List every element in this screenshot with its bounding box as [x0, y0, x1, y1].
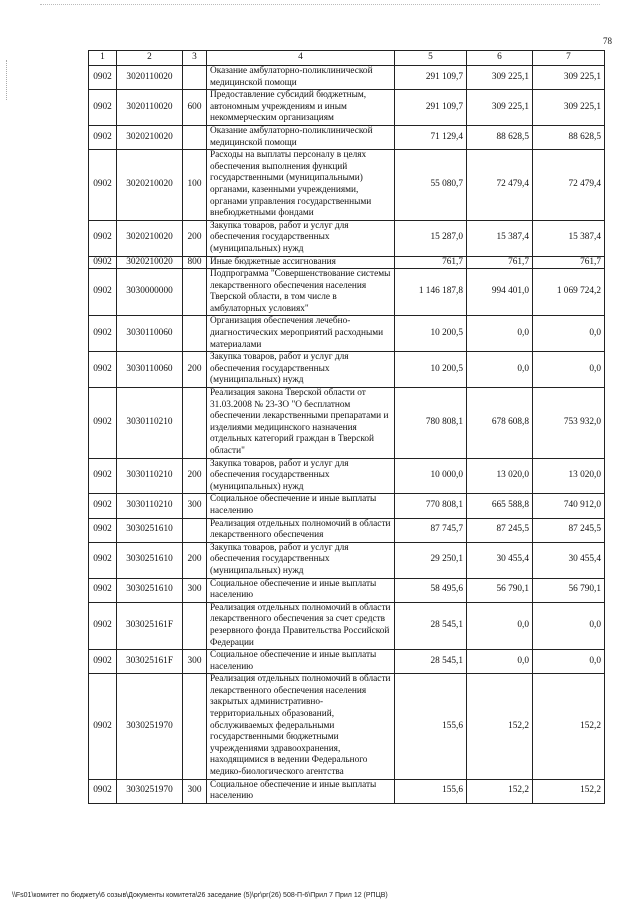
table-row	[89, 518, 605, 542]
table-row	[89, 352, 605, 388]
budget-table	[88, 50, 605, 804]
amount-year3-cell: 0,0	[533, 316, 605, 352]
expense-type-cell: 600	[183, 90, 207, 126]
amount-year1-cell: 770 808,1	[395, 494, 467, 518]
section-code-cell: 0902	[89, 779, 117, 803]
header-col-7: 7	[533, 51, 605, 66]
item-name-cell: Оказание амбулаторно-поликлинической медицинской помощи	[207, 66, 395, 90]
amount-year1-cell: 1 146 187,8	[395, 269, 467, 316]
amount-year2-cell: 87 245,5	[467, 518, 533, 542]
header-col-6: 6	[467, 51, 533, 66]
file-path-footer: \\Fs01\комитет по бюджету\6 созыв\Документы комитета\26 заседание (5)\рг\рг(26) 508-П-6\Прил 7 Прил 12 (РПЦВ)	[12, 892, 388, 899]
amount-year3-cell: 30 455,4	[533, 542, 605, 578]
table-row	[89, 674, 605, 779]
amount-year3-cell: 761,7	[533, 256, 605, 269]
amount-year3-cell: 72 479,4	[533, 150, 605, 221]
item-name-cell: Подпрограмма "Совершенствование системы лекарственного обеспечения населения Тверской области, в том числе в амбулаторных условиях"	[207, 269, 395, 316]
table-row	[89, 602, 605, 649]
amount-year1-cell: 29 250,1	[395, 542, 467, 578]
target-article-cell: 3030110210	[117, 388, 183, 459]
expense-type-cell	[183, 66, 207, 90]
expense-type-cell: 300	[183, 578, 207, 602]
amount-year3-cell: 309 225,1	[533, 66, 605, 90]
amount-year3-cell: 0,0	[533, 602, 605, 649]
target-article-cell: 3030110060	[117, 352, 183, 388]
expense-type-cell	[183, 518, 207, 542]
item-name-cell: Организация обеспечения лечебно-диагностических мероприятий расходными материалами	[207, 316, 395, 352]
item-name-cell: Закупка товаров, работ и услуг для обеспечения государственных (муниципальных) нужд	[207, 542, 395, 578]
expense-type-cell: 300	[183, 779, 207, 803]
amount-year1-cell: 780 808,1	[395, 388, 467, 459]
target-article-cell: 3020210020	[117, 220, 183, 256]
table-row	[89, 316, 605, 352]
section-code-cell: 0902	[89, 578, 117, 602]
amount-year3-cell: 152,2	[533, 779, 605, 803]
target-article-cell: 303025161F	[117, 650, 183, 674]
table-row	[89, 150, 605, 221]
expense-type-cell: 300	[183, 494, 207, 518]
header-col-2: 2	[117, 51, 183, 66]
table-row	[89, 220, 605, 256]
amount-year2-cell: 0,0	[467, 650, 533, 674]
amount-year1-cell: 761,7	[395, 256, 467, 269]
table-row	[89, 779, 605, 803]
target-article-cell: 303025161F	[117, 602, 183, 649]
amount-year3-cell: 740 912,0	[533, 494, 605, 518]
amount-year2-cell: 309 225,1	[467, 66, 533, 90]
amount-year2-cell: 665 588,8	[467, 494, 533, 518]
header-col-5: 5	[395, 51, 467, 66]
expense-type-cell: 100	[183, 150, 207, 221]
item-name-cell: Социальное обеспечение и иные выплаты населению	[207, 578, 395, 602]
table-row	[89, 578, 605, 602]
expense-type-cell	[183, 388, 207, 459]
item-name-cell: Иные бюджетные ассигнования	[207, 256, 395, 269]
target-article-cell: 3030251610	[117, 542, 183, 578]
section-code-cell: 0902	[89, 90, 117, 126]
amount-year3-cell: 13 020,0	[533, 458, 605, 494]
amount-year3-cell: 309 225,1	[533, 90, 605, 126]
target-article-cell: 3030000000	[117, 269, 183, 316]
expense-type-cell: 300	[183, 650, 207, 674]
item-name-cell: Закупка товаров, работ и услуг для обеспечения государственных (муниципальных) нужд	[207, 220, 395, 256]
amount-year1-cell: 87 745,7	[395, 518, 467, 542]
item-name-cell: Социальное обеспечение и иные выплаты населению	[207, 494, 395, 518]
item-name-cell: Реализация закона Тверской области от 31.03.2008 № 23-ЗО "О бесплатном обеспечении лекарственными препаратами и изделиями медицинского назначения отдельных категорий граждан в Тверской области"	[207, 388, 395, 459]
amount-year3-cell: 0,0	[533, 352, 605, 388]
amount-year1-cell: 155,6	[395, 779, 467, 803]
amount-year2-cell: 152,2	[467, 674, 533, 779]
section-code-cell: 0902	[89, 125, 117, 149]
target-article-cell: 3030251610	[117, 518, 183, 542]
amount-year3-cell: 753 932,0	[533, 388, 605, 459]
target-article-cell: 3030251610	[117, 578, 183, 602]
item-name-cell: Оказание амбулаторно-поликлинической медицинской помощи	[207, 125, 395, 149]
amount-year1-cell: 28 545,1	[395, 650, 467, 674]
expense-type-cell: 200	[183, 542, 207, 578]
amount-year1-cell: 10 000,0	[395, 458, 467, 494]
expense-type-cell	[183, 316, 207, 352]
target-article-cell: 3030251970	[117, 674, 183, 779]
amount-year3-cell: 152,2	[533, 674, 605, 779]
section-code-cell: 0902	[89, 269, 117, 316]
section-code-cell: 0902	[89, 220, 117, 256]
target-article-cell: 3030110210	[117, 458, 183, 494]
section-code-cell: 0902	[89, 650, 117, 674]
expense-type-cell: 200	[183, 352, 207, 388]
amount-year2-cell: 56 790,1	[467, 578, 533, 602]
item-name-cell: Расходы на выплаты персоналу в целях обеспечения выполнения функций государственными (муниципальными) органами, казенными учреждениями, органами управления государственными внебюджетными фондами	[207, 150, 395, 221]
section-code-cell: 0902	[89, 352, 117, 388]
target-article-cell: 3020210020	[117, 125, 183, 149]
table-row	[89, 650, 605, 674]
section-code-cell: 0902	[89, 66, 117, 90]
expense-type-cell: 200	[183, 220, 207, 256]
item-name-cell: Реализация отдельных полномочий в области лекарственного обеспечения за счет средств резервного фонда Правительства Российской Федерации	[207, 602, 395, 649]
section-code-cell: 0902	[89, 150, 117, 221]
section-code-cell: 0902	[89, 518, 117, 542]
expense-type-cell	[183, 674, 207, 779]
amount-year3-cell: 1 069 724,2	[533, 269, 605, 316]
item-name-cell: Социальное обеспечение и иные выплаты населению	[207, 650, 395, 674]
table-row	[89, 269, 605, 316]
amount-year2-cell: 152,2	[467, 779, 533, 803]
amount-year1-cell: 291 109,7	[395, 90, 467, 126]
amount-year2-cell: 0,0	[467, 316, 533, 352]
table-row	[89, 90, 605, 126]
amount-year2-cell: 88 628,5	[467, 125, 533, 149]
target-article-cell: 3020210020	[117, 256, 183, 269]
amount-year1-cell: 155,6	[395, 674, 467, 779]
amount-year3-cell: 0,0	[533, 650, 605, 674]
section-code-cell: 0902	[89, 458, 117, 494]
amount-year1-cell: 71 129,4	[395, 125, 467, 149]
item-name-cell: Реализация отдельных полномочий в области лекарственного обеспечения	[207, 518, 395, 542]
expense-type-cell: 800	[183, 256, 207, 269]
expense-type-cell	[183, 602, 207, 649]
amount-year1-cell: 28 545,1	[395, 602, 467, 649]
amount-year3-cell: 15 387,4	[533, 220, 605, 256]
amount-year1-cell: 291 109,7	[395, 66, 467, 90]
amount-year1-cell: 10 200,5	[395, 352, 467, 388]
section-code-cell: 0902	[89, 674, 117, 779]
section-code-cell: 0902	[89, 494, 117, 518]
scan-edge-dots	[40, 4, 600, 11]
table-row	[89, 542, 605, 578]
page-number: 78	[603, 36, 612, 46]
target-article-cell: 3030110060	[117, 316, 183, 352]
amount-year3-cell: 56 790,1	[533, 578, 605, 602]
header-col-4: 4	[207, 51, 395, 66]
amount-year1-cell: 10 200,5	[395, 316, 467, 352]
target-article-cell: 3020110020	[117, 90, 183, 126]
amount-year2-cell: 0,0	[467, 352, 533, 388]
expense-type-cell	[183, 125, 207, 149]
scan-margin-marks	[6, 60, 11, 100]
amount-year2-cell: 0,0	[467, 602, 533, 649]
amount-year3-cell: 88 628,5	[533, 125, 605, 149]
amount-year1-cell: 15 287,0	[395, 220, 467, 256]
table-header-row	[89, 51, 605, 66]
amount-year2-cell: 72 479,4	[467, 150, 533, 221]
section-code-cell: 0902	[89, 256, 117, 269]
target-article-cell: 3020110020	[117, 66, 183, 90]
table-row	[89, 388, 605, 459]
section-code-cell: 0902	[89, 602, 117, 649]
table-row	[89, 494, 605, 518]
amount-year2-cell: 15 387,4	[467, 220, 533, 256]
section-code-cell: 0902	[89, 316, 117, 352]
amount-year2-cell: 13 020,0	[467, 458, 533, 494]
amount-year2-cell: 309 225,1	[467, 90, 533, 126]
target-article-cell: 3020210020	[117, 150, 183, 221]
table-row	[89, 458, 605, 494]
section-code-cell: 0902	[89, 542, 117, 578]
amount-year3-cell: 87 245,5	[533, 518, 605, 542]
section-code-cell: 0902	[89, 388, 117, 459]
expense-type-cell	[183, 269, 207, 316]
amount-year2-cell: 994 401,0	[467, 269, 533, 316]
header-col-3: 3	[183, 51, 207, 66]
item-name-cell: Закупка товаров, работ и услуг для обеспечения государственных (муниципальных) нужд	[207, 458, 395, 494]
target-article-cell: 3030110210	[117, 494, 183, 518]
table-row	[89, 66, 605, 90]
header-col-1: 1	[89, 51, 117, 66]
item-name-cell: Закупка товаров, работ и услуг для обеспечения государственных (муниципальных) нужд	[207, 352, 395, 388]
item-name-cell: Социальное обеспечение и иные выплаты населению	[207, 779, 395, 803]
item-name-cell: Реализация отдельных полномочий в области лекарственного обеспечения населения закрытых административно-территориальных образований, обслуживаемых федеральными государственными бюджетными учреждениями здравоохранения, находящимися в ведении Федерального медико-биологического агентства	[207, 674, 395, 779]
amount-year1-cell: 58 495,6	[395, 578, 467, 602]
table-row	[89, 125, 605, 149]
target-article-cell: 3030251970	[117, 779, 183, 803]
table-row	[89, 256, 605, 269]
expense-type-cell: 200	[183, 458, 207, 494]
item-name-cell: Предоставление субсидий бюджетным, автономным учреждениям и иным некоммерческим организациям	[207, 90, 395, 126]
amount-year2-cell: 30 455,4	[467, 542, 533, 578]
amount-year2-cell: 761,7	[467, 256, 533, 269]
amount-year1-cell: 55 080,7	[395, 150, 467, 221]
amount-year2-cell: 678 608,8	[467, 388, 533, 459]
